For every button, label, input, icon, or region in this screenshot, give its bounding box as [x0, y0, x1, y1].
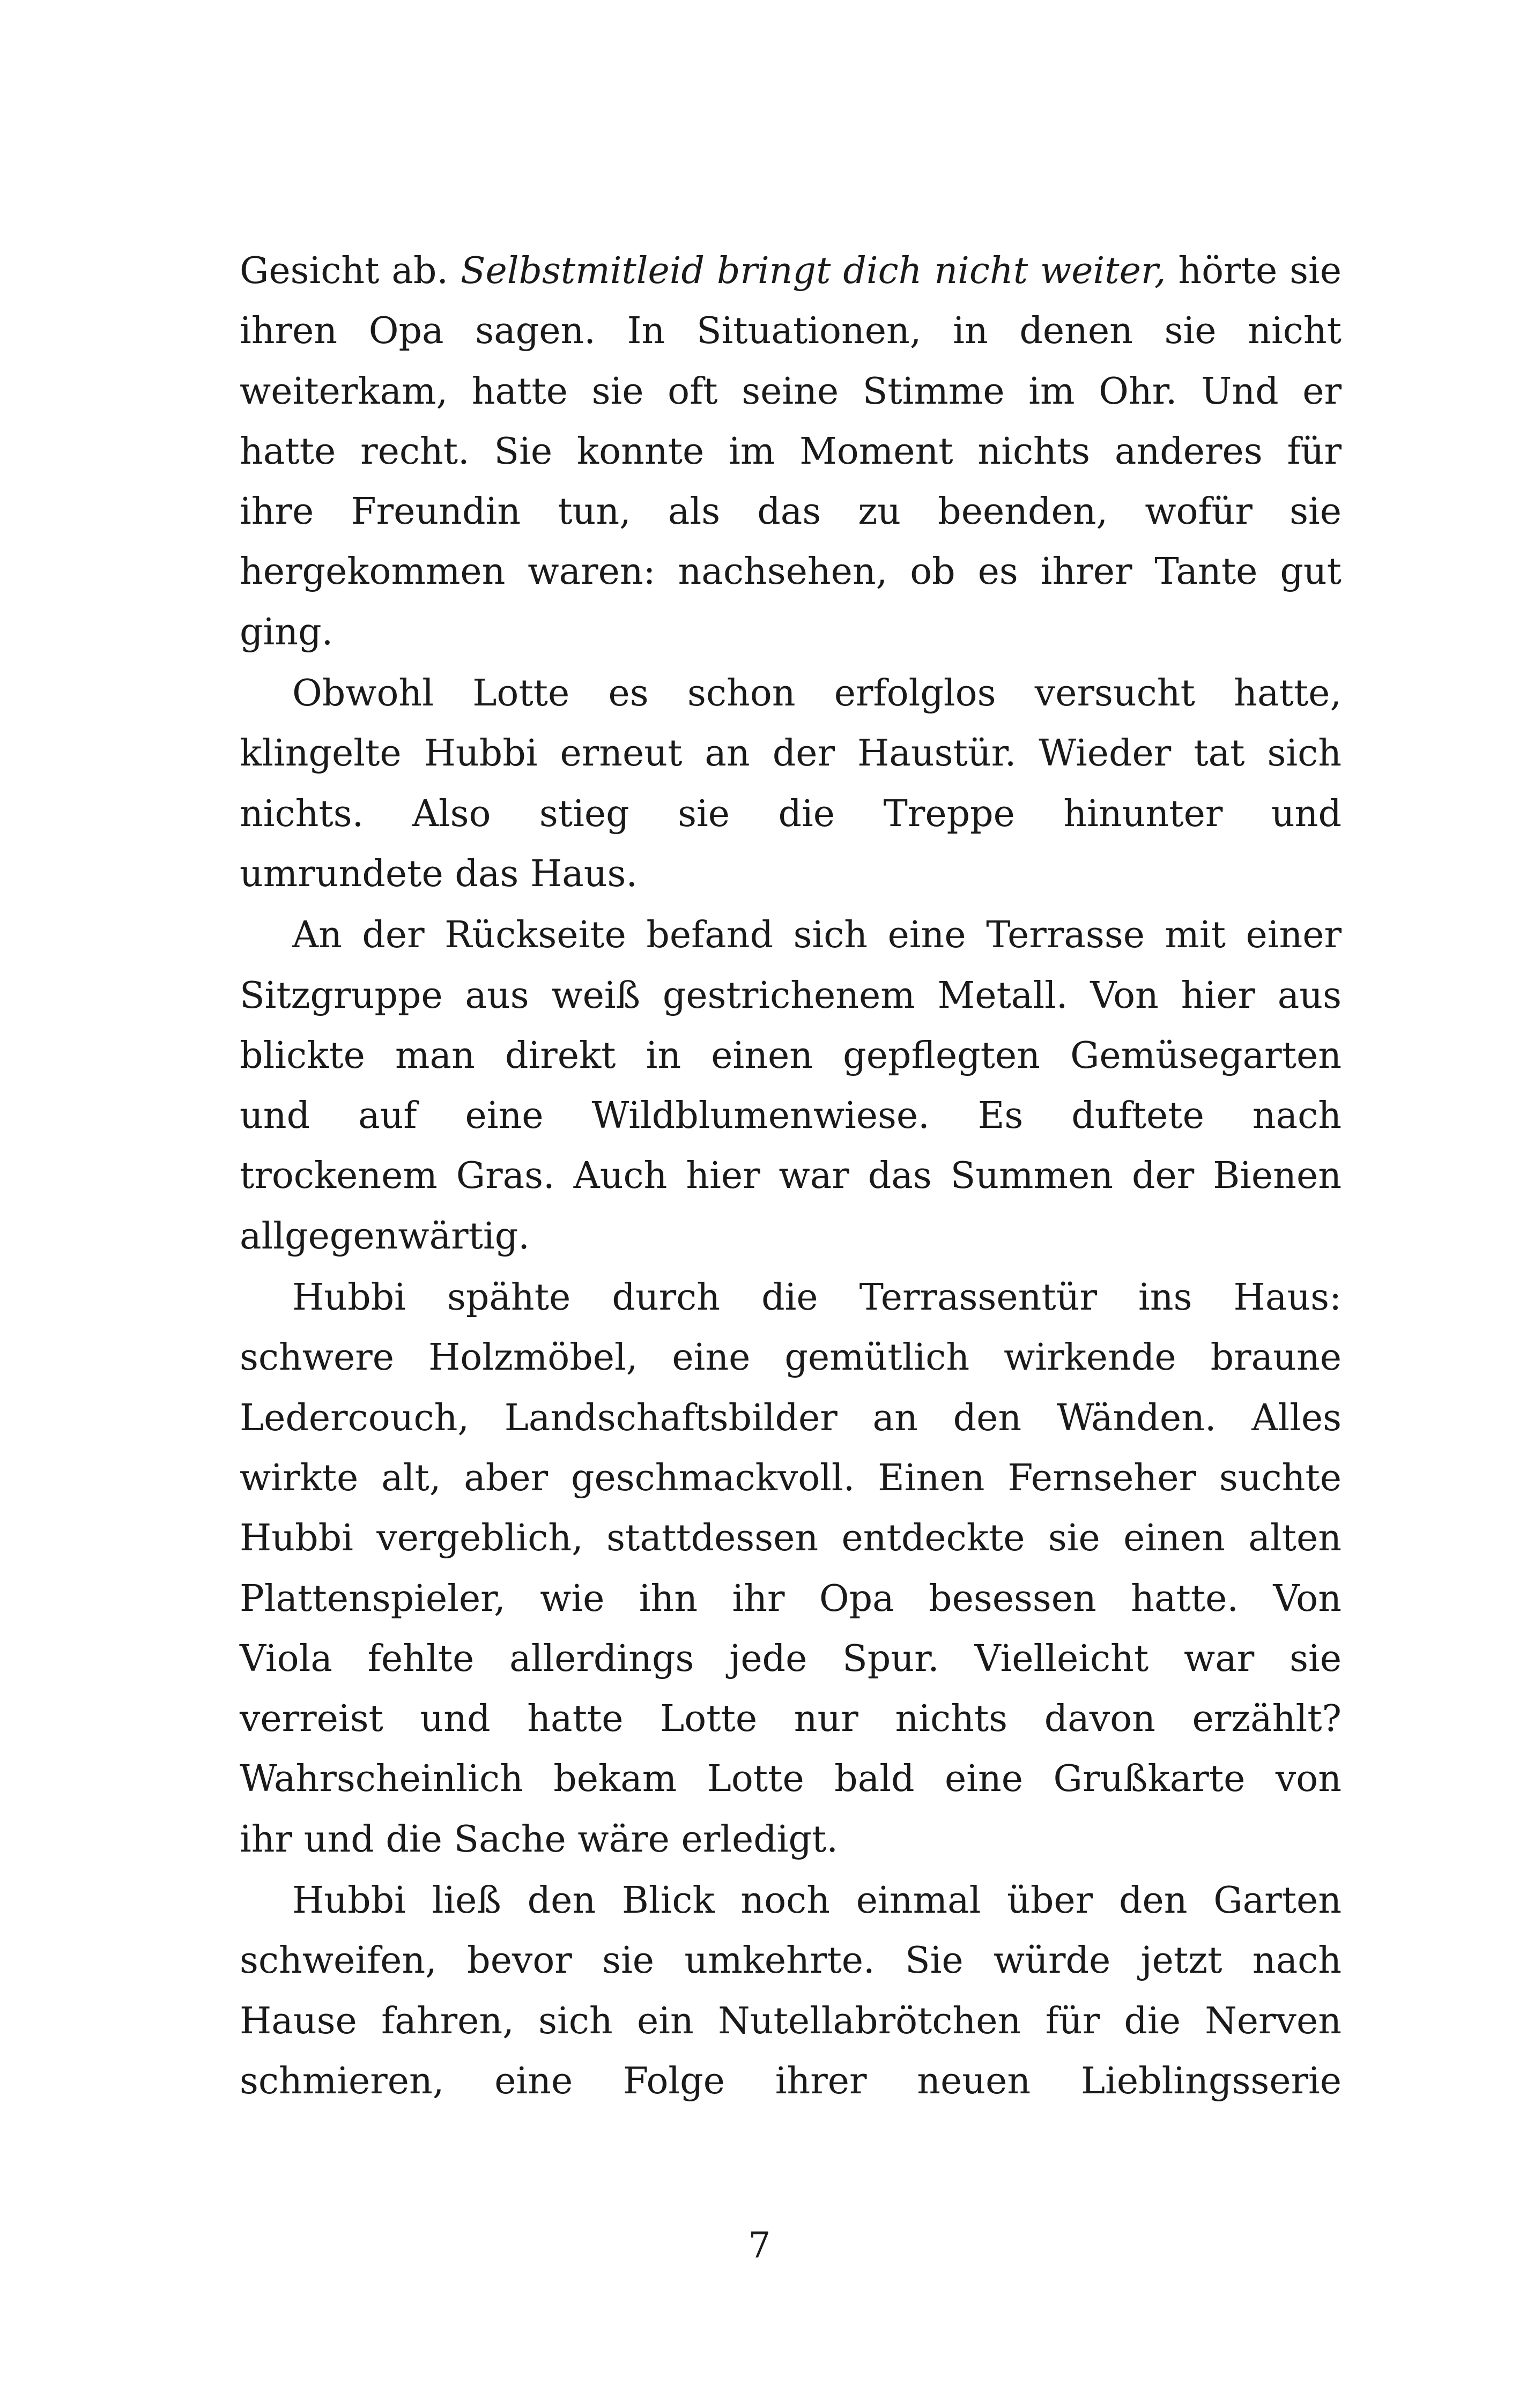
text-line: schweifen, bevor sie umkehrte. Sie würde jetzt nach — [240, 1939, 1342, 1982]
text-line: Wahrscheinlich bekam Lotte bald eine Grußkarte von — [240, 1758, 1342, 1801]
text-line: Viola fehlte allerdings jede Spur. Vielleicht war sie — [240, 1637, 1342, 1680]
text-line: schmieren, eine Folge ihrer neuen Lieblingsserie — [240, 2060, 1342, 2102]
text-line: blickte man direkt in einen gepflegten Gemüsegarten — [240, 1034, 1342, 1077]
text-line: und auf eine Wildblumenwiese. Es duftete nach — [240, 1095, 1342, 1138]
text-line: An der Rückseite befand sich eine Terrasse mit einer — [292, 914, 1342, 957]
page-number: 7 — [748, 2225, 771, 2266]
text-line: Hubbi ließ den Blick noch einmal über den Garten — [292, 1879, 1342, 1922]
text-line: ihre Freundin tun, als das zu beenden, wofür sie — [240, 490, 1342, 533]
text-line: trockenem Gras. Auch hier war das Summen der Bienen — [240, 1155, 1342, 1198]
italic-phrase: Selbstmitleid bringt dich nicht weiter, — [460, 250, 1166, 292]
text-line: hatte recht. Sie konnte im Moment nichts anderes für — [240, 430, 1342, 473]
text-line: hergekommen waren: nachsehen, ob es ihrer Tante gut — [240, 551, 1342, 593]
line-text: hörte sie — [1166, 250, 1342, 292]
text-line: Plattenspieler, wie ihn ihr Opa besessen hatte. Von — [240, 1577, 1342, 1620]
text-line: verreist und hatte Lotte nur nichts davon erzählt? — [240, 1698, 1342, 1741]
text-line: umrundete das Haus. — [240, 852, 638, 895]
text-line: Obwohl Lotte es schon erfolglos versucht hatte, — [292, 672, 1342, 715]
text-line: Hause fahren, sich ein Nutellabrötchen für die Nerven — [240, 2000, 1342, 2042]
text-line: Hubbi vergeblich, stattdessen entdeckte sie einen alten — [240, 1517, 1342, 1560]
text-line: wirkte alt, aber geschmackvoll. Einen Fernseher suchte — [240, 1456, 1342, 1499]
body-text — [240, 241, 1342, 2112]
text-line: Sitzgruppe aus weiß gestrichenem Metall. Von hier aus — [240, 974, 1342, 1017]
text-line — [240, 241, 1342, 301]
text-line: ihren Opa sagen. In Situationen, in denen sie nicht — [240, 310, 1342, 353]
text-line: weiterkam, hatte sie oft seine Stimme im Ohr. Und er — [240, 370, 1342, 413]
text-line: ihr und die Sache wäre erledigt. — [240, 1818, 838, 1861]
text-line: allgegenwärtig. — [240, 1215, 530, 1258]
text-line: Hubbi spähte durch die Terrassentür ins Haus: — [292, 1276, 1342, 1319]
text-line: nichts. Also stieg sie die Treppe hinunter und — [240, 792, 1342, 835]
text-line: schwere Holzmöbel, eine gemütlich wirkende braune — [240, 1336, 1342, 1379]
text-line: ging. — [240, 611, 334, 653]
text-line: Ledercouch, Landschaftsbilder an den Wänden. Alles — [240, 1396, 1342, 1439]
text-line: klingelte Hubbi erneut an der Haustür. Wieder tat sich — [240, 732, 1342, 775]
line-text: Gesicht ab. — [240, 250, 461, 292]
